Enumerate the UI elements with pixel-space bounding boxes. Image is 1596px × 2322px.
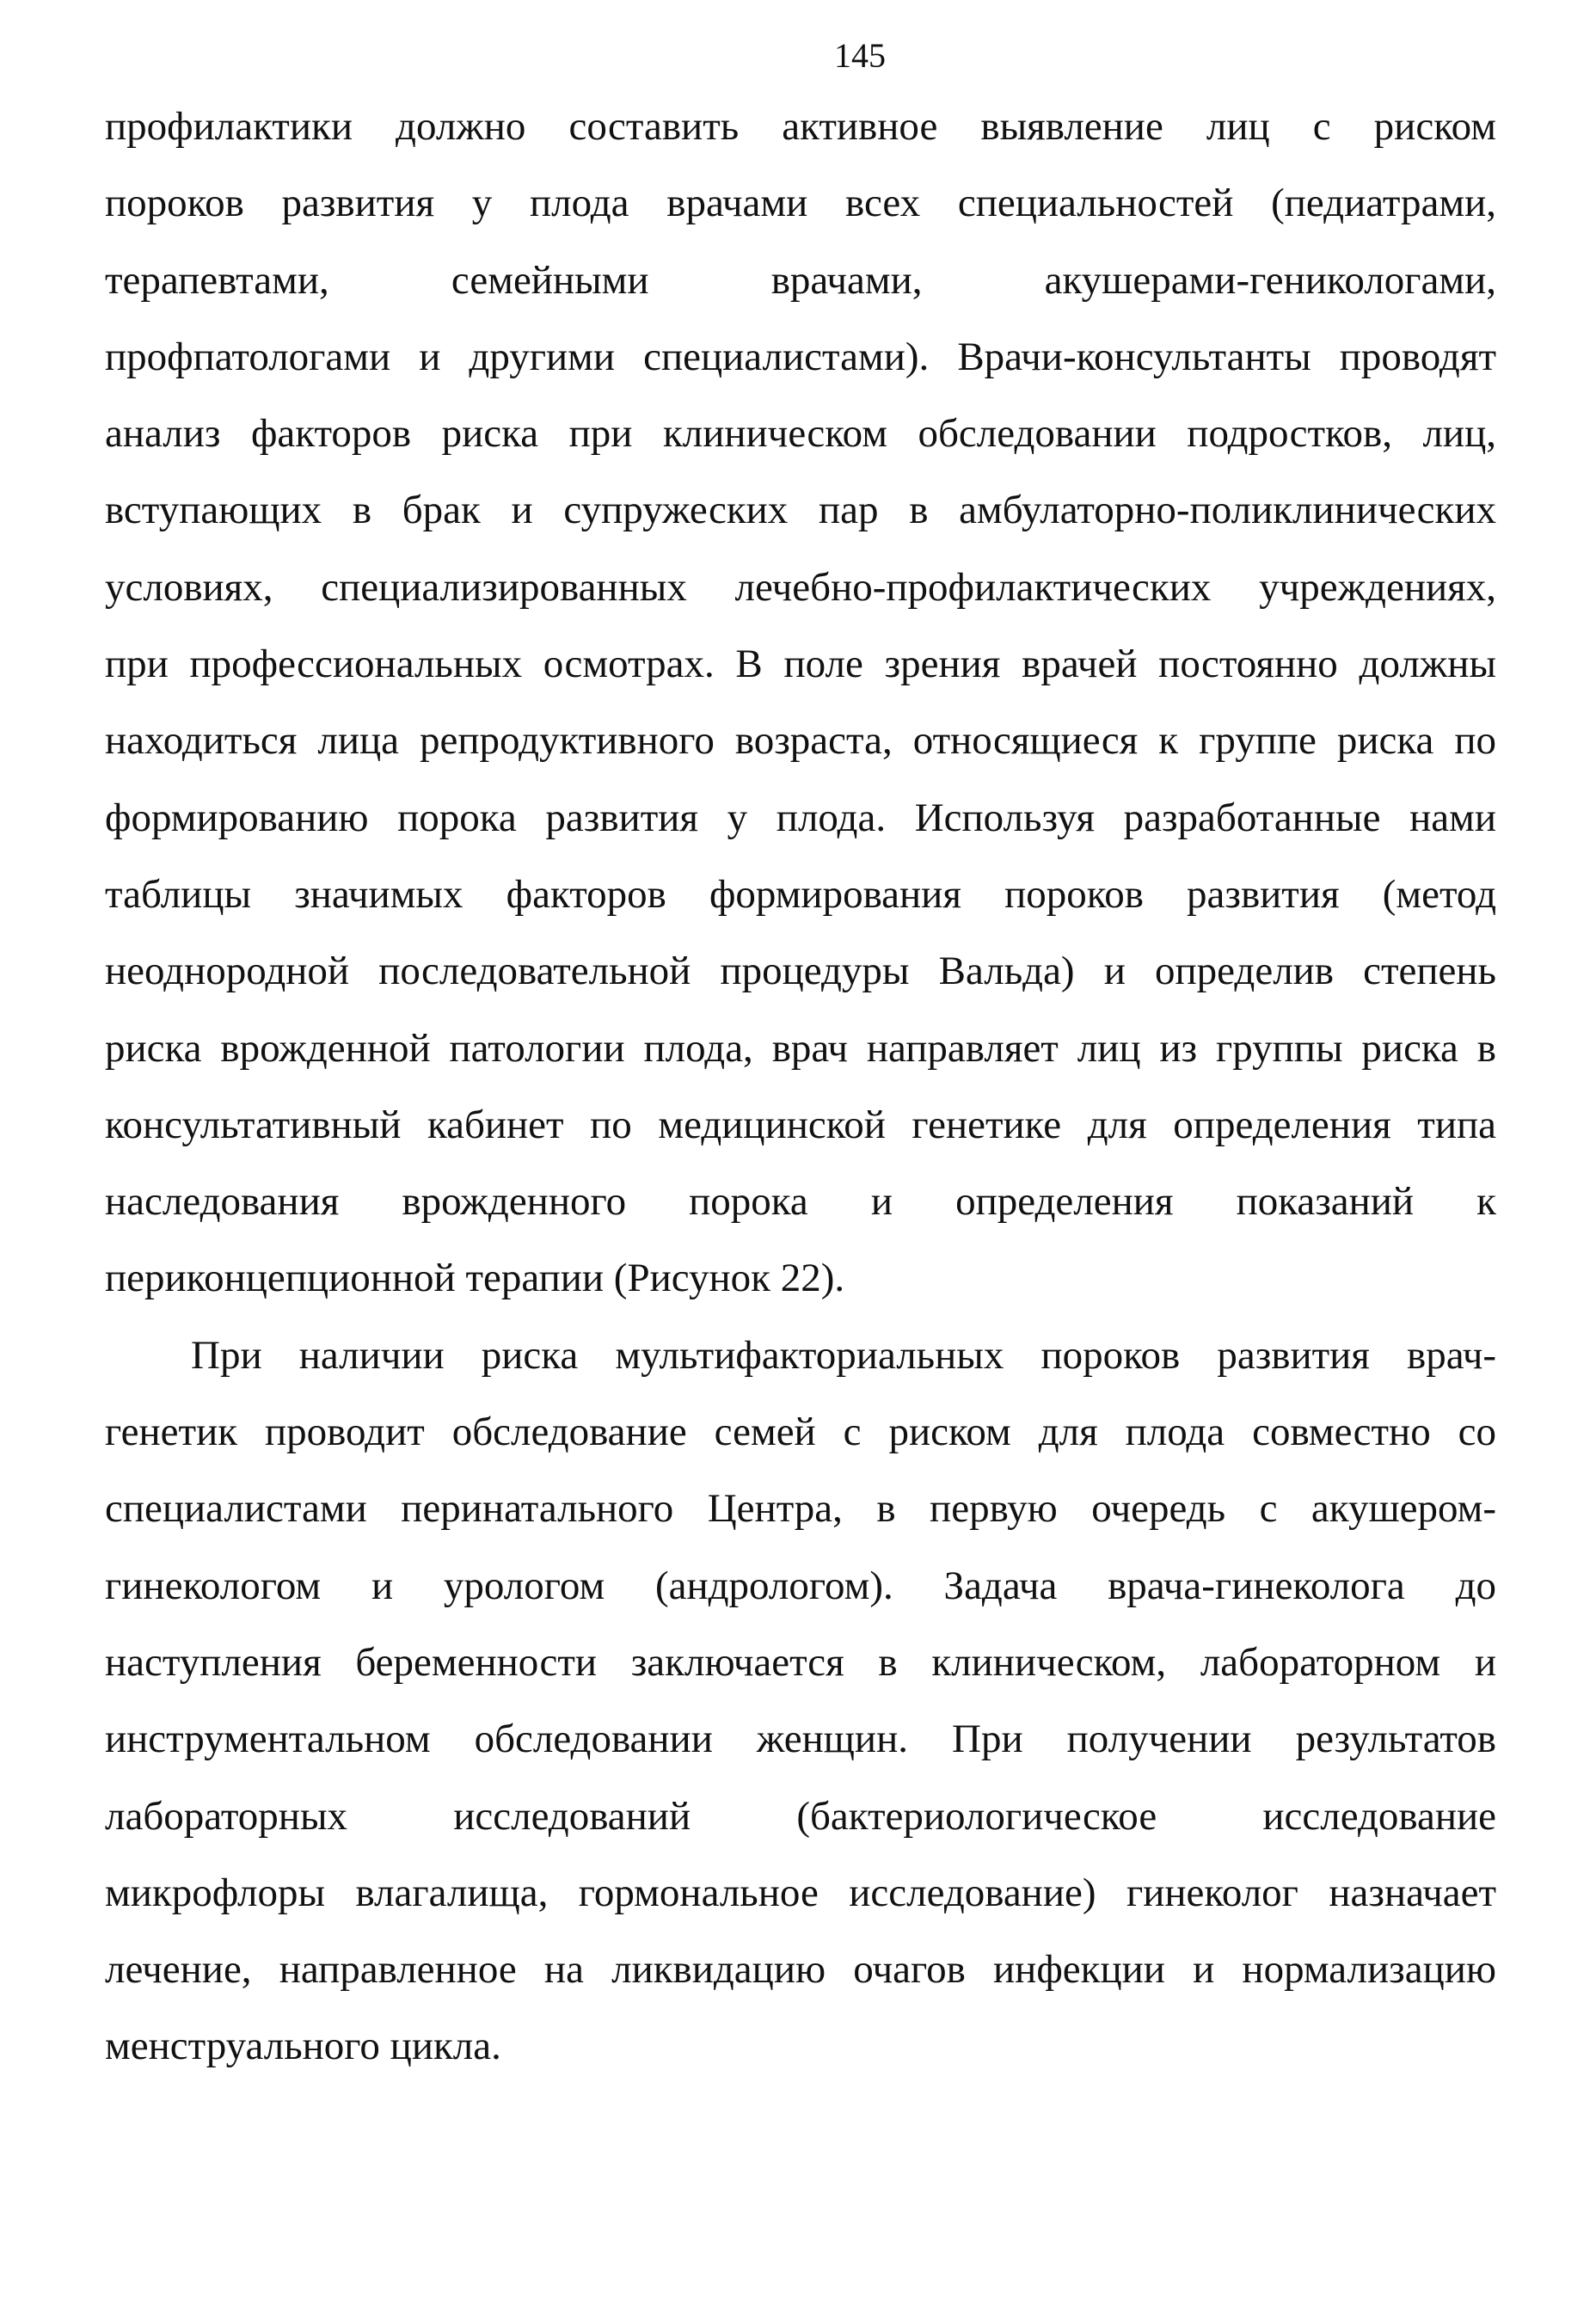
- text-line: пороков развития у плода врачами всех специальностей (педиатрами,: [105, 181, 1496, 226]
- text-line: наследования врожденного порока и определения показаний к: [105, 1179, 1496, 1225]
- text-line: специалистами перинатального Центра, в первую очередь с акушером-: [105, 1486, 1496, 1532]
- text-line: гинекологом и урологом (андрологом). Задача врача-гинеколога до: [105, 1563, 1496, 1608]
- text-line: микрофлоры влагалища, гормональное исследование) гинеколог назначает: [105, 1870, 1496, 1915]
- text-line: профилактики должно составить активное выявление лиц с риском: [105, 104, 1496, 149]
- text-line: неоднородной последовательной процедуры Вальда) и определив степень: [105, 949, 1496, 994]
- page-number: 145: [834, 36, 886, 75]
- text-line: лечение, направленное на ликвидацию очагов инфекции и нормализацию: [105, 1947, 1496, 1993]
- paragraph-1: [105, 89, 1496, 1318]
- text-line: анализ факторов риска при клиническом обследовании подростков, лиц,: [105, 411, 1496, 457]
- text-line: консультативный кабинет по медицинской генетике для определения типа: [105, 1102, 1496, 1147]
- text-line: лабораторных исследований (бактериологическое исследование: [105, 1793, 1496, 1839]
- text-line: менструального цикла.: [105, 2024, 501, 2069]
- text-line: находиться лица репродуктивного возраста, относящиеся к группе риска по: [105, 718, 1496, 764]
- text-line: наступления беременности заключается в клиническом, лабораторном и: [105, 1639, 1496, 1685]
- text-line: генетик проводит обследование семей с риском для плода совместно со: [105, 1410, 1496, 1455]
- text-line: риска врожденной патологии плода, врач направляет лиц из группы риска в: [105, 1025, 1496, 1071]
- text-line: При наличии риска мультифакториальных пороков развития врач-: [191, 1332, 1496, 1378]
- text-line: при профессиональных осмотрах. В поле зрения врачей постоянно должны: [105, 642, 1496, 687]
- body-text: [105, 89, 1496, 2086]
- text-line: профпатологами и другими специалистами). Врачи-консультанты проводят: [105, 334, 1496, 379]
- text-line: периконцепционной терапии (Рисунок 22).: [105, 1256, 845, 1301]
- text-line: таблицы значимых факторов формирования пороков развития (метод: [105, 871, 1496, 917]
- text-line: вступающих в брак и супружеских пар в амбулаторно-поликлинических: [105, 488, 1496, 533]
- text-line: инструментальном обследовании женщин. При получении результатов: [105, 1717, 1496, 1762]
- paragraph-2: [105, 1318, 1496, 2086]
- text-line: терапевтами, семейными врачами, акушерами-геникологами,: [105, 257, 1496, 303]
- text-line: формированию порока развития у плода. Используя разработанные нами: [105, 795, 1496, 840]
- text-line: условиях, специализированных лечебно-профилактических учреждениях,: [105, 564, 1496, 610]
